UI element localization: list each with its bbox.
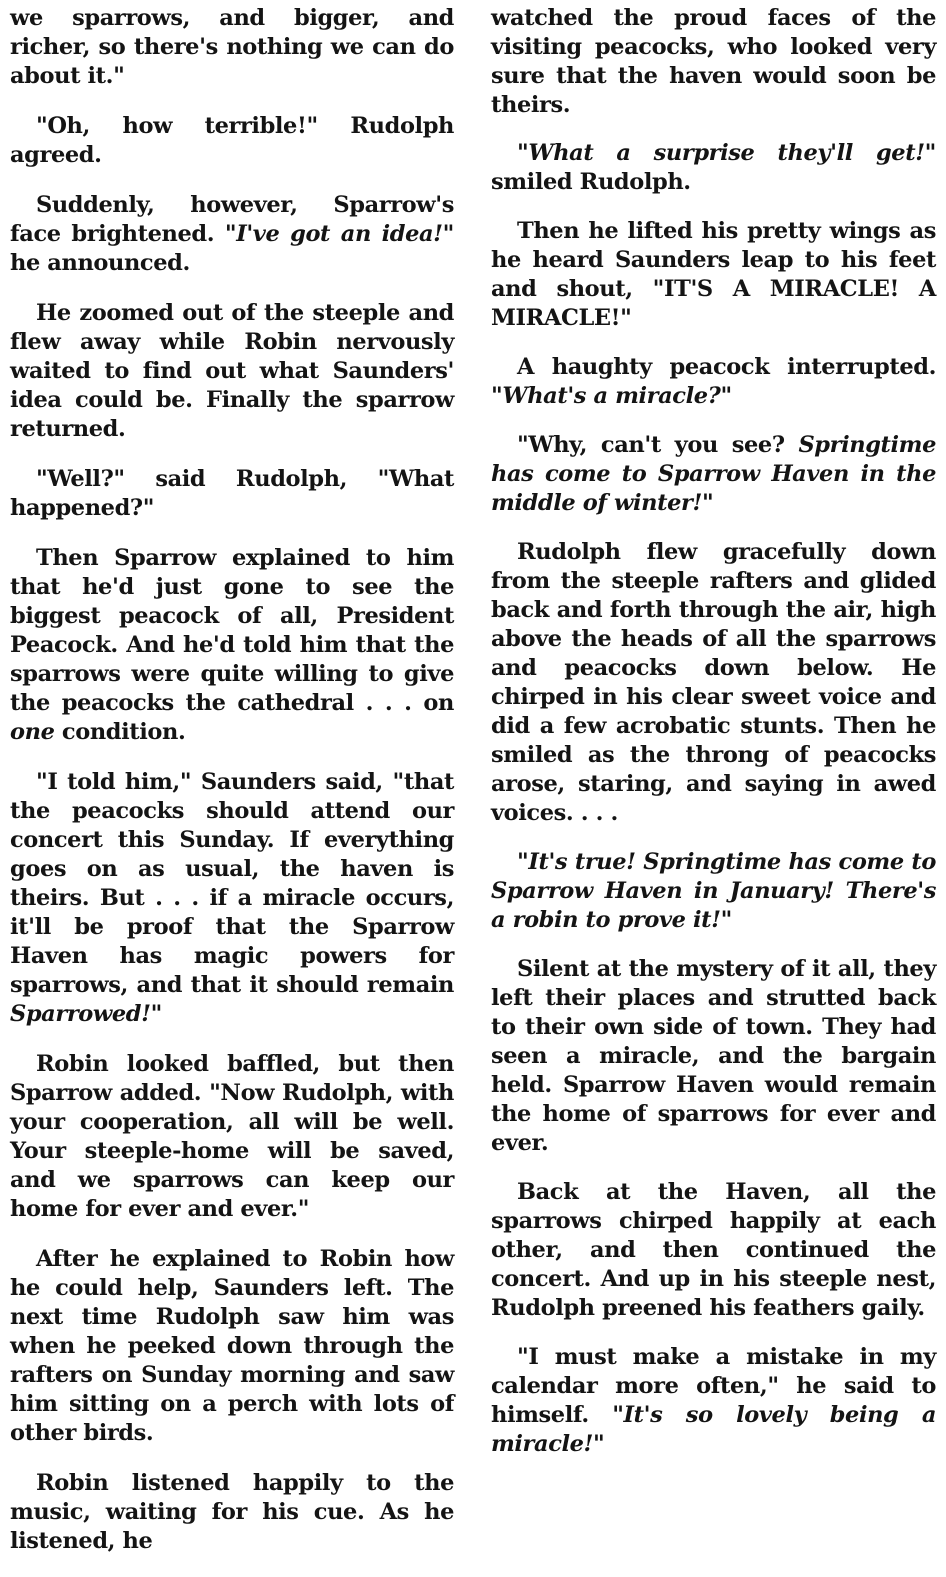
paragraph xyxy=(491,848,936,935)
italic-run: "I've got an idea!" xyxy=(224,221,454,247)
paragraph xyxy=(491,353,936,411)
paragraph xyxy=(491,1343,936,1459)
italic-run: Sparrowed!" xyxy=(10,1001,162,1027)
paragraph: Silent at the mystery of it all, they left their places and strutted back to their own side of town. They had seen a miracle, and the bargain held. Sparrow Haven would remain the home of sparrows for ever and ever. xyxy=(491,956,936,1156)
paragraph xyxy=(10,768,454,1029)
italic-run: "It's so lovely being a miracle!" xyxy=(491,1402,936,1457)
italic-run: one xyxy=(10,719,55,745)
text-run: condition. xyxy=(54,719,186,745)
italic-run: "What a surprise they'll get!" xyxy=(517,140,936,166)
paragraph: Then he lifted his pretty wings as he heard Saunders leap to his feet and shout, "IT'S A MIRACLE! A MIRACLE!" xyxy=(491,218,936,331)
text-run: "I told him," Saunders said, "that the peacocks should attend our concert this Sunday. If everything goes on as usual, the haven is theirs. But . . . if a miracle occurs, it'll be proof that the Sparrow Haven has magic powers for sparrows, and that it should remain xyxy=(10,769,454,998)
paragraph: we sparrows, and bigger, and richer, so there's nothing we can do about it." xyxy=(10,5,454,89)
paragraph: "Well?" said Rudolph, "What happened?" xyxy=(10,466,454,521)
paragraph xyxy=(10,544,454,747)
paragraph: After he explained to Robin how he could help, Saunders left. The next time Rudolph saw him was when he peeked down through the rafters on Sunday morning and saw him sitting on a perch with lots of other birds. xyxy=(10,1246,454,1446)
text-run: A haughty peacock interrupted. xyxy=(517,354,936,380)
paragraph xyxy=(10,191,454,278)
text-run: "I must make a mistake in my calendar more often," he said to himself. xyxy=(491,1344,936,1428)
paragraph: He zoomed out of the steeple and flew away while Robin nervously waited to find out what Saunders' idea could be. Finally the sparrow returned. xyxy=(10,300,454,442)
paragraph: "Oh, how terrible!" Rudolph agreed. xyxy=(10,113,454,168)
italic-run: "It's true! Springtime has come to Sparrow Haven in January! There's a robin to prove it!" xyxy=(491,849,936,933)
text-run: "Why, can't you see? xyxy=(517,432,799,458)
paragraph: watched the proud faces of the visiting peacocks, who looked very sure that the haven would soon be theirs. xyxy=(491,5,936,118)
italic-run: Springtime has come to Sparrow Haven in the middle of winter!" xyxy=(491,432,936,516)
paragraph xyxy=(491,139,936,197)
text-run: Then Sparrow explained to him that he'd just gone to see the biggest peacock of all, President Peacock. And he'd told him that the sparrows were quite willing to give the peacocks the cathedral . . . on xyxy=(10,545,454,716)
paragraph xyxy=(491,431,936,518)
left-column xyxy=(10,4,454,1577)
text-run: smiled Rudolph. xyxy=(491,169,691,195)
right-column xyxy=(491,4,936,1479)
text-run: Suddenly, however, Sparrow's face brightened. xyxy=(10,192,454,247)
paragraph: Back at the Haven, all the sparrows chirped happily at each other, and then continued the concert. And up in his steeple nest, Rudolph preened his feathers gaily. xyxy=(491,1179,936,1321)
paragraph: Robin listened happily to the music, waiting for his cue. As he listened, he xyxy=(10,1470,454,1554)
paragraph: Rudolph flew gracefully down from the steeple rafters and glided back and forth through the air, high above the heads of all the sparrows and peacocks down below. He chirped in his clear sweet voice and did a few acrobatic stunts. Then he smiled as the throng of peacocks arose, staring, and saying in awed voices. . . . xyxy=(491,539,936,826)
text-run: he announced. xyxy=(10,250,190,276)
paragraph: Robin looked baffled, but then Sparrow added. "Now Rudolph, with your cooperation, all will be well. Your steeple-home will be saved, and we sparrows can keep our home for ever and ever." xyxy=(10,1051,454,1222)
italic-run: "What's a miracle?" xyxy=(491,383,732,409)
